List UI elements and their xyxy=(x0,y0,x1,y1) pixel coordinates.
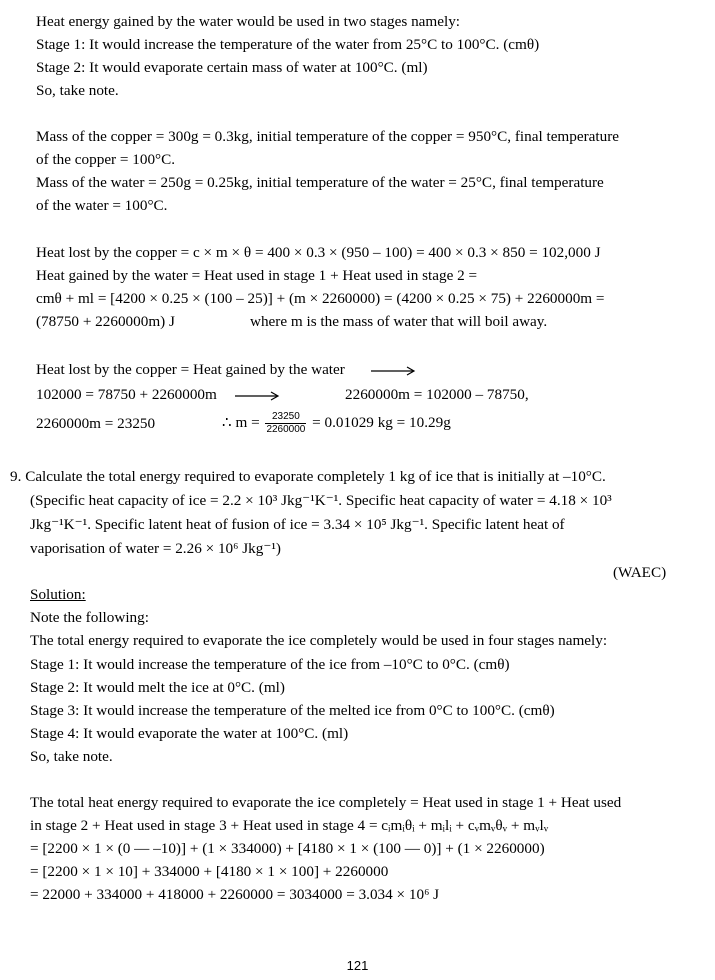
solution-intro: The total energy required to evaporate the ice completely would be used in four stages namely: xyxy=(30,632,608,649)
total-line-2: in stage 2 + Heat used in stage 3 + Heat used in stage 4 = cᵢmᵢθᵢ + mᵢlᵢ + cᵥmᵥθᵥ + mᵥlᵥ xyxy=(30,817,549,834)
heat-equation-line-2a: (78750 + 2260000m) J xyxy=(36,313,175,330)
heat-equation-line-1: cmθ + ml = [4200 × 0.25 × (100 – 25)] + (m × 2260000) = (4200 × 0.25 × 75) + 2260000m = xyxy=(36,290,605,307)
ice-stage-1: Stage 1: It would increase the temperature of the ice from –10°C to 0°C. (cmθ) xyxy=(30,656,510,673)
water-data-line-2: of the water = 100°C. xyxy=(36,197,168,214)
question-9-line-4: vaporisation of water = 2.26 × 10⁶ Jkg⁻¹) xyxy=(30,540,281,557)
water-stage-2: Stage 2: It would evaporate certain mass of water at 100°C. (ml) xyxy=(36,59,428,76)
total-line-4: = [2200 × 1 × 10] + 334000 + [4180 × 1 × 100] + 2260000 xyxy=(30,863,389,880)
take-note-2: So, take note. xyxy=(30,748,113,765)
total-line-1: The total heat energy required to evaporate the ice completely = Heat used in stage 1 + Heat used xyxy=(30,794,622,811)
page-number: 121 xyxy=(346,958,369,973)
heat-equation-line-2b: where m is the mass of water that will boil away. xyxy=(250,313,548,330)
stages-intro: Heat energy gained by the water would be used in two stages namely: xyxy=(36,13,461,30)
question-source: (WAEC) xyxy=(613,564,667,581)
mass-result-line xyxy=(222,410,451,436)
solve-equation-b: 2260000m = 102000 – 78750, xyxy=(345,386,529,403)
solution-heading: Solution: xyxy=(30,586,86,603)
arrow-icon xyxy=(371,366,417,376)
arrow-icon xyxy=(235,391,281,401)
mass-result: = 0.01029 kg = 10.29g xyxy=(312,414,451,431)
ice-stage-2: Stage 2: It would melt the ice at 0°C. (ml) xyxy=(30,679,285,696)
solve-line-1 xyxy=(36,385,281,405)
fraction-denominator: 2260000 xyxy=(266,424,306,436)
fraction-numerator: 23250 xyxy=(265,411,306,424)
total-line-3: = [2200 × 1 × (0 — –10)] + (1 × 334000) + [4180 × 1 × (100 — 0)] + (1 × 2260000) xyxy=(30,840,545,857)
copper-data-line-1: Mass of the copper = 300g = 0.3kg, initial temperature of the copper = 950°C, final temperature xyxy=(36,128,619,145)
solve-equation-c: 2260000m = 23250 xyxy=(36,415,156,432)
question-9-line-1: 9. Calculate the total energy required to evaporate completely 1 kg of ice that is initially at –10°C. xyxy=(10,468,606,485)
total-line-5: = 22000 + 334000 + 418000 + 2260000 = 3034000 = 3.034 × 10⁶ J xyxy=(30,886,440,903)
heat-gained-water: Heat gained by the water = Heat used in stage 1 + Heat used in stage 2 = xyxy=(36,267,478,284)
therefore-m: ∴ m = xyxy=(222,414,260,431)
water-data-line-1: Mass of the water = 250g = 0.25kg, initial temperature of the water = 25°C, final temperature xyxy=(36,174,604,191)
balance-line xyxy=(36,360,417,380)
solve-equation-a: 102000 = 78750 + 2260000m xyxy=(36,386,217,403)
water-stage-1: Stage 1: It would increase the temperature of the water from 25°C to 100°C. (cmθ) xyxy=(36,36,540,53)
question-9-line-2: (Specific heat capacity of ice = 2.2 × 10³ Jkg⁻¹K⁻¹. Specific heat capacity of water = 4.18 × 10³ xyxy=(30,492,612,509)
ice-stage-3: Stage 3: It would increase the temperature of the melted ice from 0°C to 100°C. (cmθ) xyxy=(30,702,555,719)
mass-fraction xyxy=(265,411,306,436)
heat-lost-copper: Heat lost by the copper = c × m × θ = 400 × 0.3 × (950 – 100) = 400 × 0.3 × 850 = 102,000 J xyxy=(36,244,601,261)
ice-stage-4: Stage 4: It would evaporate the water at 100°C. (ml) xyxy=(30,725,349,742)
balance-text: Heat lost by the copper = Heat gained by the water xyxy=(36,361,345,378)
solution-note: Note the following: xyxy=(30,609,149,626)
take-note-1: So, take note. xyxy=(36,82,119,99)
question-9-line-3: Jkg⁻¹K⁻¹. Specific latent heat of fusion of ice = 3.34 × 10⁵ Jkg⁻¹. Specific latent heat of xyxy=(30,516,565,533)
copper-data-line-2: of the copper = 100°C. xyxy=(36,151,176,168)
